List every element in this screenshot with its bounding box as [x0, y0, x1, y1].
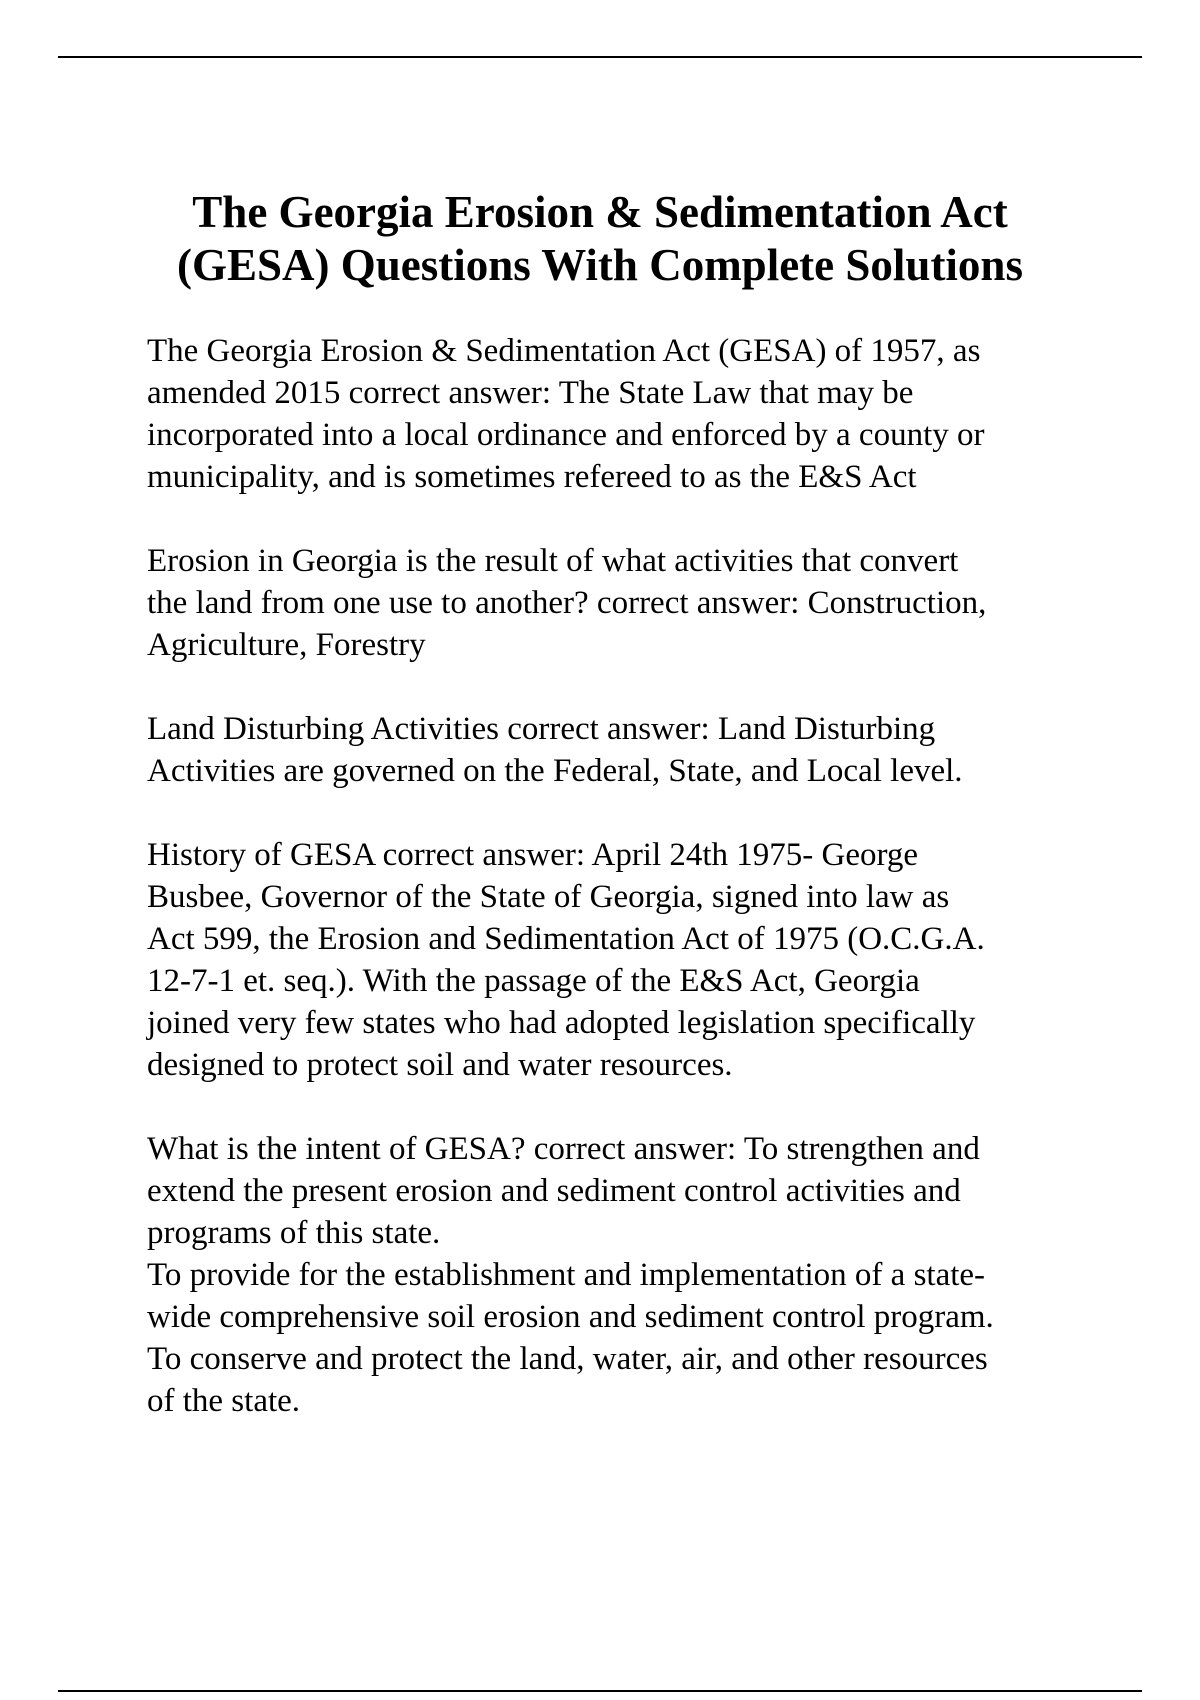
text-line: To conserve and protect the land, water, air, and other resources: [147, 1341, 988, 1377]
qa-item-intent: [147, 1128, 1087, 1422]
document-title: [100, 186, 1100, 292]
text-line: 12-7-1 et. seq.). With the passage of the E&S Act, Georgia: [147, 963, 920, 999]
text-line: The Georgia Erosion & Sedimentation Act (GESA) of 1957, as: [147, 333, 981, 369]
qa-item-gesa-definition: [147, 330, 1087, 498]
top-divider: [58, 56, 1142, 58]
text-line: wide comprehensive soil erosion and sediment control program.: [147, 1299, 994, 1335]
text-line: designed to protect soil and water resources.: [147, 1047, 733, 1083]
text-line: the land from one use to another? correct answer: Construction,: [147, 585, 987, 621]
text-line: extend the present erosion and sediment control activities and: [147, 1173, 961, 1209]
text-line: of the state.: [147, 1383, 301, 1419]
text-line: To provide for the establishment and implementation of a state-: [147, 1257, 986, 1293]
text-line: Land Disturbing Activities correct answer: Land Disturbing: [147, 711, 936, 747]
qa-item-history: [147, 834, 1087, 1086]
title-line: The Georgia Erosion & Sedimentation Act: [192, 187, 1008, 237]
qa-item-land-disturbing: [147, 708, 1087, 792]
text-line: Agriculture, Forestry: [147, 627, 426, 663]
title-line: (GESA) Questions With Complete Solutions: [177, 240, 1023, 290]
text-line: Act 599, the Erosion and Sedimentation Act of 1975 (O.C.G.A.: [147, 921, 985, 957]
text-line: amended 2015 correct answer: The State Law that may be: [147, 375, 914, 411]
text-line: joined very few states who had adopted legislation specifically: [147, 1005, 976, 1041]
text-line: Activities are governed on the Federal, State, and Local level.: [147, 753, 963, 789]
document-body: [147, 330, 1087, 1422]
text-line: programs of this state.: [147, 1215, 441, 1251]
text-line: incorporated into a local ordinance and enforced by a county or: [147, 417, 985, 453]
bottom-divider: [58, 1690, 1142, 1692]
text-line: Erosion in Georgia is the result of what activities that convert: [147, 543, 959, 579]
text-line: municipality, and is sometimes refereed to as the E&S Act: [147, 459, 917, 495]
text-line: What is the intent of GESA? correct answer: To strengthen and: [147, 1131, 980, 1167]
text-line: Busbee, Governor of the State of Georgia, signed into law as: [147, 879, 950, 915]
text-line: History of GESA correct answer: April 24th 1975- George: [147, 837, 919, 873]
qa-item-erosion-activities: [147, 540, 1087, 666]
